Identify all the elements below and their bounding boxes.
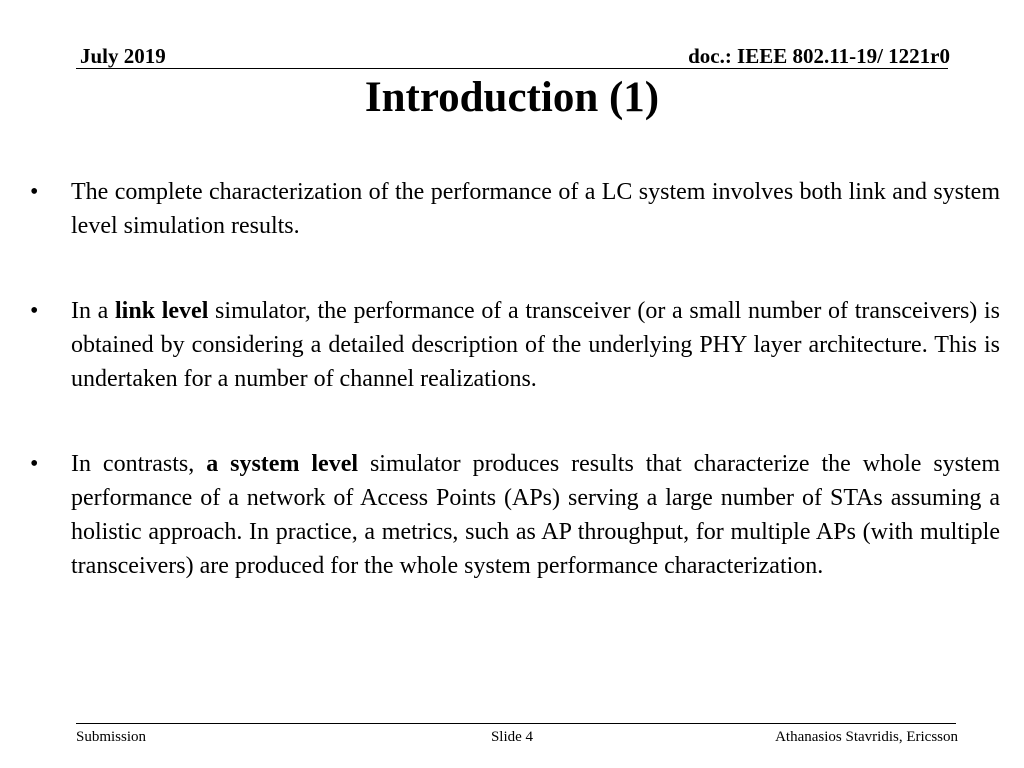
header-date: July 2019	[80, 44, 166, 68]
bullet-marker: •	[30, 451, 39, 477]
bullet-list	[30, 175, 1000, 634]
header-doc-id: doc.: IEEE 802.11-19/ 1221r0	[688, 44, 950, 68]
bullet-item	[30, 175, 1000, 243]
bullet-marker: •	[30, 179, 39, 205]
bullet-item	[30, 447, 1000, 583]
footer-divider	[76, 723, 956, 724]
footer-submission: Submission	[76, 729, 147, 745]
footer-author: Athanasios Stavridis, Ericsson	[775, 729, 958, 745]
bullet-item	[30, 294, 1000, 396]
bullet-text-bold: a system level	[206, 451, 359, 477]
bullet-text-prefix: In a	[71, 298, 116, 324]
bullet-text-prefix: In contrasts,	[71, 451, 207, 477]
slide-title: Introduction (1)	[364, 74, 660, 121]
bullet-text-suffix: simulator, the performance of a transceiver (or a small number of transceivers) is obtained by considering a detailed description of the underlying PHY layer architecture. This is undertaken for a number of channel realizations.	[71, 298, 1000, 392]
footer-slide-number: Slide 4	[490, 729, 534, 745]
header-divider	[76, 68, 948, 69]
bullet-text-bold: link level	[115, 298, 209, 324]
bullet-text: The complete characterization of the performance of a LC system involves both link and system level simulation results.	[71, 179, 1000, 239]
bullet-marker: •	[30, 298, 39, 324]
bullet-text-suffix: simulator produces results that characterize the whole system performance of a network of Access Points (APs) serving a large number of STAs assuming a holistic approach. In practice, a metrics, such as AP throughput, for multiple APs (with multiple transceivers) are produced for the whole system performance characterization.	[71, 451, 1000, 579]
